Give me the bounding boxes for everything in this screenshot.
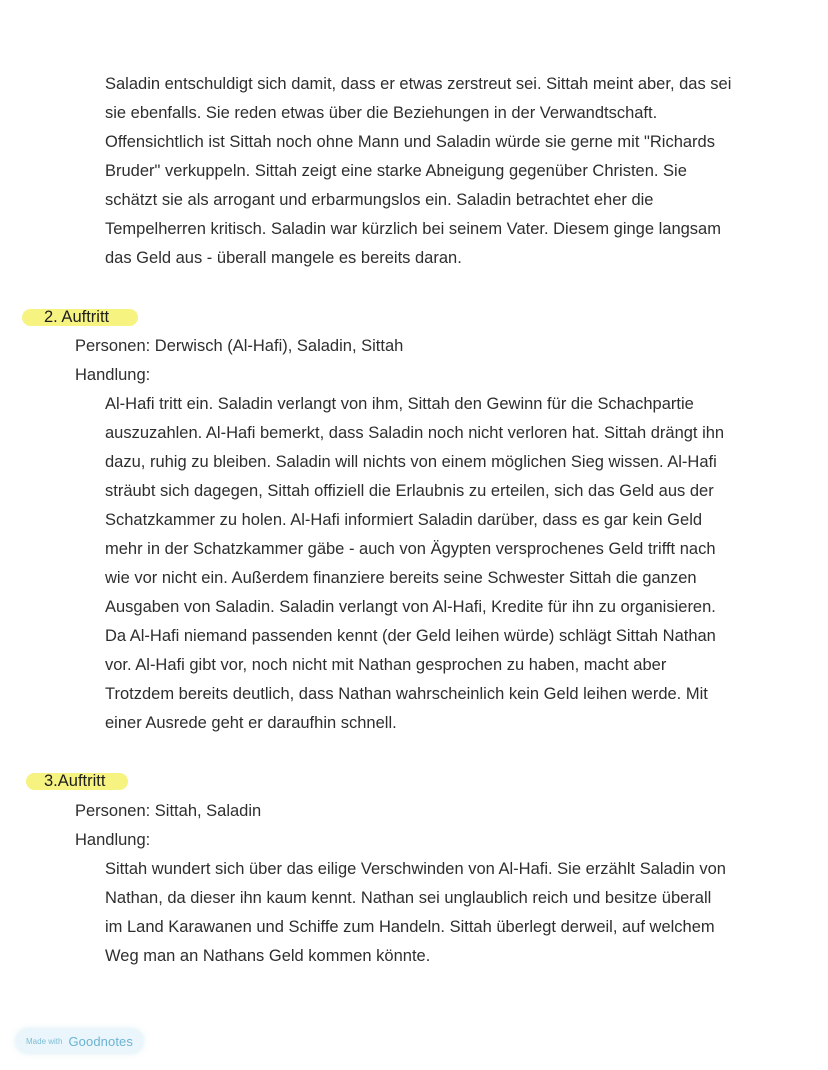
text-line: einer Ausrede geht er daraufhin schnell. [105, 714, 397, 732]
handlung-label: Handlung: [75, 831, 151, 849]
intro-paragraph [105, 70, 805, 273]
goodnotes-brand: Goodnotes [68, 1033, 133, 1049]
text-line: Weg man an Nathans Geld kommen könnte. [105, 947, 431, 965]
personen-line: Personen: Sittah, Saladin [75, 802, 262, 820]
text-line: Schatzkammer zu holen. Al-Hafi informiert Saladin darüber, dass es gar kein Geld [105, 511, 703, 529]
text-line: dazu, ruhig zu bleiben. Saladin will nichts von einem möglichen Sieg wissen. Al-Hafi [105, 453, 717, 471]
made-with-goodnotes-badge[interactable] [16, 1029, 143, 1053]
handlung-label: Handlung: [75, 366, 151, 384]
text-line: Sittah wundert sich über das eilige Verschwinden von Al-Hafi. Sie erzählt Saladin von [105, 860, 726, 878]
section-heading-text: 3.Auftritt [44, 772, 106, 790]
text-line: im Land Karawanen und Schiffe zum Handeln. Sittah überlegt derweil, auf welchem [105, 918, 715, 936]
text-line: Trotzdem bereits deutlich, dass Nathan wahrscheinlich kein Geld leihen werde. Mit [105, 685, 708, 703]
section-heading-text: 2. Auftritt [44, 308, 110, 326]
text-line: sie ebenfalls. Sie reden etwas über die Beziehungen in der Verwandtschaft. [105, 104, 658, 122]
handlung-paragraph-2 [105, 390, 805, 738]
text-line: Nathan, da dieser ihn kaum kennt. Nathan sei unglaublich reich und besitze überall [105, 889, 712, 907]
text-line: Al-Hafi tritt ein. Saladin verlangt von ihm, Sittah den Gewinn für die Schachpartie [105, 395, 694, 413]
handlung-paragraph-3 [105, 855, 805, 971]
section-heading-2 [44, 306, 109, 328]
text-line: Tempelherren kritisch. Saladin war kürzlich bei seinem Vater. Diesem ginge langsam [105, 220, 721, 238]
text-line: Offensichtlich ist Sittah noch ohne Mann und Saladin würde sie gerne mit "Richards [105, 133, 715, 151]
text-line: Bruder" verkuppeln. Sittah zeigt eine starke Abneigung gegenüber Christen. Sie [105, 162, 687, 180]
text-line: vor. Al-Hafi gibt vor, noch nicht mit Nathan gesprochen zu haben, macht aber [105, 656, 667, 674]
text-line: schätzt sie als arrogant und erbarmungslos ein. Saladin betrachtet eher die [105, 191, 654, 209]
text-line: das Geld aus - überall mangele es bereits daran. [105, 249, 462, 267]
text-line: Ausgaben von Saladin. Saladin verlangt von Al-Hafi, Kredite für ihn zu organisieren. [105, 598, 716, 616]
text-line: Da Al-Hafi niemand passenden kennt (der Geld leihen würde) schlägt Sittah Nathan [105, 627, 716, 645]
text-line: sträubt sich dagegen, Sittah offiziell die Erlaubnis zu erteilen, sich das Geld aus der [105, 482, 714, 500]
text-line: wie vor nicht ein. Außerdem finanziere bereits seine Schwester Sittah die ganzen [105, 569, 697, 587]
personen-line: Personen: Derwisch (Al-Hafi), Saladin, Sittah [75, 337, 404, 355]
text-line: auszuzahlen. Al-Hafi bemerkt, dass Saladin noch nicht verloren hat. Sittah drängt ihn [105, 424, 725, 442]
made-with-label: Made with [26, 1036, 63, 1046]
section-heading-3 [44, 770, 105, 792]
text-line: Saladin entschuldigt sich damit, dass er etwas zerstreut sei. Sittah meint aber, das sei [105, 75, 732, 93]
text-line: mehr in der Schatzkammer gäbe - auch von Ägypten versprochenes Geld trifft nach [105, 540, 716, 558]
